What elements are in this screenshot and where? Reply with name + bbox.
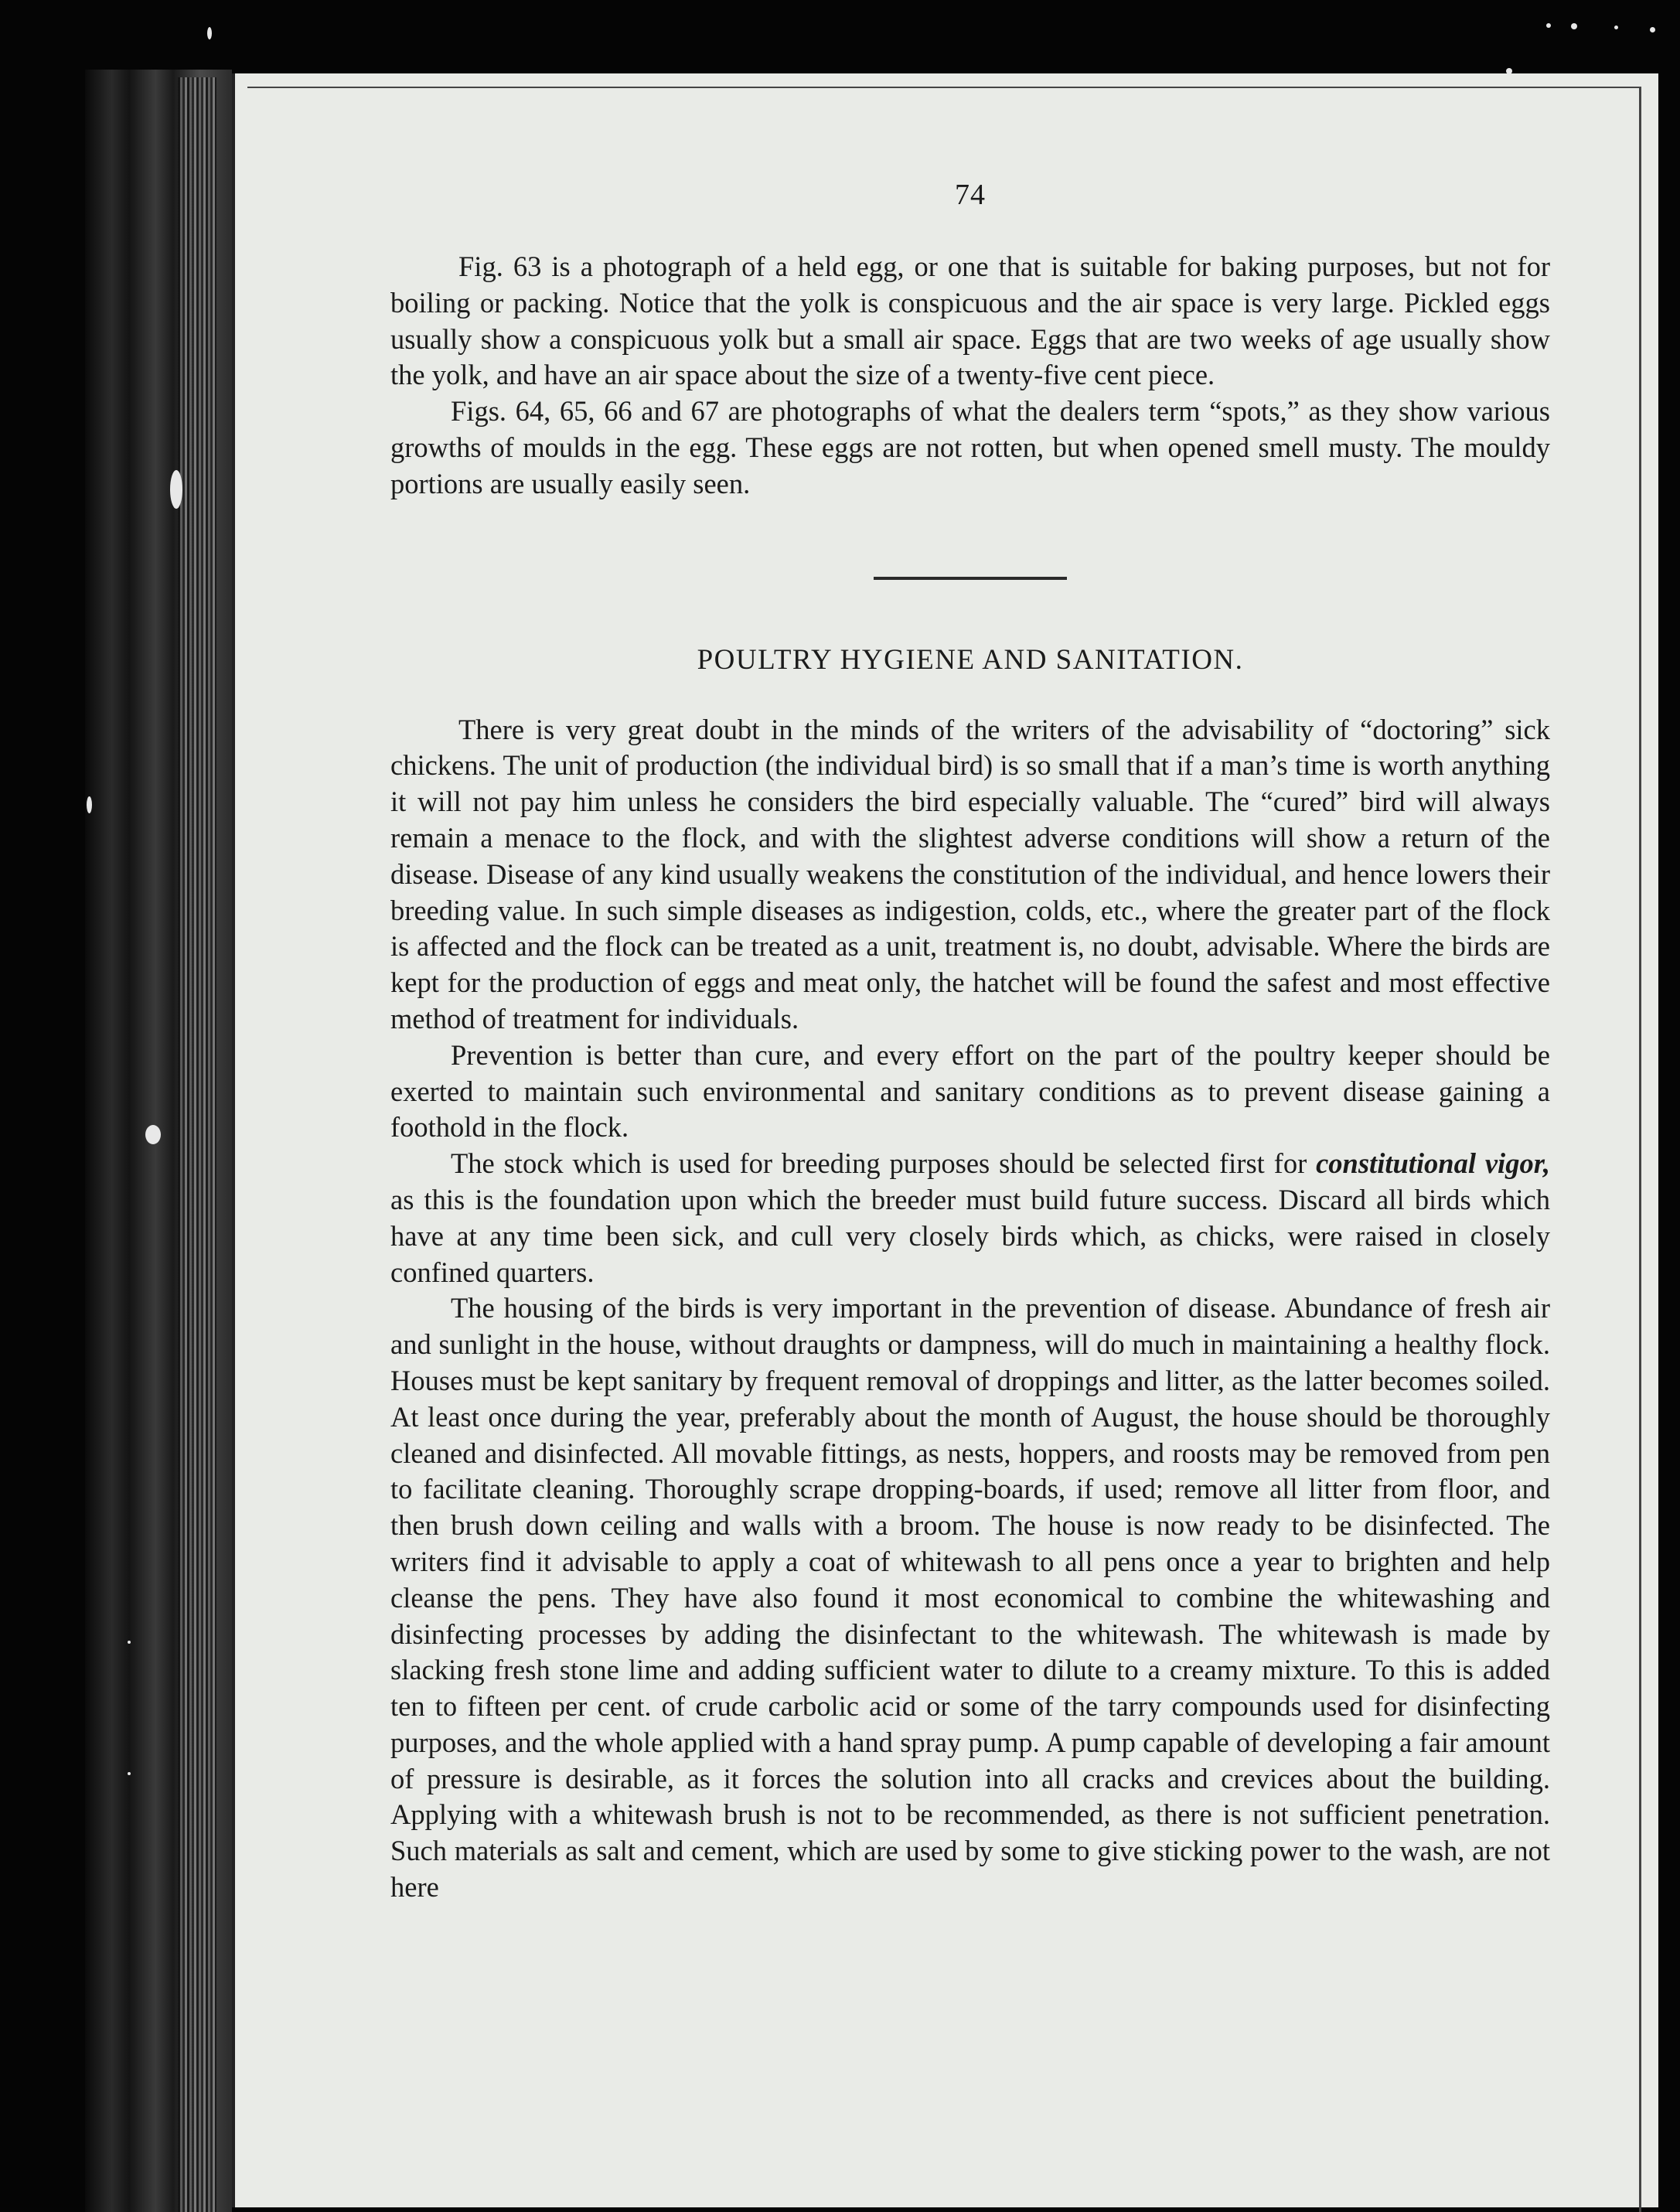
body-paragraph-3-start: The stock which is used for breeding purposes should be selected first for	[451, 1147, 1317, 1180]
scan-speck	[1614, 26, 1618, 29]
body-paragraph-3	[390, 1146, 1550, 1290]
scan-speck	[1546, 23, 1551, 28]
body-paragraph-4: The housing of the birds is very important in the prevention of disease. Abundance of fresh air and sunlight in the house, without draughts or dampness, will do much in maintaining a healthy flock. Houses must be kept sanitary by frequent removal of droppings and litter, as the latter becomes soiled. At least once during the year, preferably about the month of August, the house should be thoroughly cleaned and disinfected. All movable fittings, as nests, hoppers, and roosts may be removed from pen to facilitate cleaning. Thoroughly scrape dropping-boards, if used; remove all litter from floor, and then brush down ceiling and walls with a broom. The house is now ready to be disinfected. The writers find it advisable to apply a coat of whitewash to all pens once a year to brighten and help cleanse the pens. They have also found it most economical to combine the whitewashing and disinfecting processes by adding the disinfectant to the whitewash. The whitewash is made by slacking fresh stone lime and adding sufficient water to dilute to a creamy mixture. To this is added ten to fifteen per cent. of crude carbolic acid or some of the tarry compounds used for disinfecting purposes, and the whole applied with a hand spray pump. A pump capable of developing a fair amount of pressure is desirable, as it forces the solution into all cracks and crevices about the building. Applying with a whitewash brush is not to be recommended, as there is not sufficient penetration. Such materials as salt and cement, which are used by some to give sticking power to the wash, are not here	[390, 1292, 1550, 1904]
page-frame-right	[1639, 87, 1641, 2212]
page-number: 74	[955, 179, 986, 211]
scan-speck	[1650, 27, 1655, 32]
scan-border-right	[1658, 0, 1680, 2212]
scan-speck	[1571, 23, 1577, 29]
page-content	[390, 178, 1550, 1906]
emphasis-constitutional-vigor: constitutional vigor,	[1316, 1147, 1551, 1180]
scan-speck	[145, 1125, 161, 1144]
page-edges	[178, 77, 216, 2212]
section-divider	[874, 577, 1067, 580]
body-paragraph-1: There is very great doubt in the minds of the writers of the advisability of “doctoring” sick chickens. The unit of production (the individual bird) is so small that if a man’s time is worth anything it will not pay him unless he considers the bird especially valuable. The “cured” bird will always remain a menace to the flock, and with the slightest adverse conditions will show a return of the disease. Disease of any kind usually weakens the constitution of the individual, and hence lowers their breeding value. In such simple diseases as indigestion, colds, etc., where the greater part of the flock is affected and the flock can be treated as a unit, treatment is, no doubt, advisable. Where the birds are kept for the production of eggs and meat only, the hatchet will be found the safest and most effective method of treatment for individuals.	[390, 713, 1550, 1034]
scan-speck	[128, 1641, 131, 1644]
scan-speck	[207, 27, 212, 39]
intro-paragraph-2: Figs. 64, 65, 66 and 67 are photographs of what the dealers term “spots,” as they show various growths of moulds in the egg. These eggs are not rotten, but when opened smell musty. The mouldy portions are usually easily seen.	[390, 395, 1550, 499]
scan-speck	[170, 470, 182, 509]
body-paragraph-2: Prevention is better than cure, and every effort on the part of the poultry keeper should be exerted to maintain such environmental and sanitary conditions as to prevent disease gaining a foothold in the flock.	[390, 1038, 1550, 1143]
body-paragraph-3-end: as this is the foundation upon which the breeder must build future success. Discard all birds which have at any time been sick, and cull very closely birds which, as chicks, were raised in closely confined quarters.	[390, 1183, 1550, 1288]
page-frame-top	[247, 87, 1639, 88]
scan-speck	[87, 796, 92, 813]
section-heading: POULTRY HYGIENE AND SANITATION.	[697, 643, 1244, 676]
intro-paragraph-1: Fig. 63 is a photograph of a held egg, or one that is suitable for baking purposes, but not for boiling or packing. Notice that the yolk is conspicuous and the air space is very large. Pickled eggs usually show a conspicuous yolk but a small air space. Eggs that are two weeks of age usually show the yolk, and have an air space about the size of a twenty-five cent piece.	[390, 251, 1550, 391]
scan-speck	[1506, 68, 1512, 74]
scan-speck	[128, 1772, 131, 1775]
